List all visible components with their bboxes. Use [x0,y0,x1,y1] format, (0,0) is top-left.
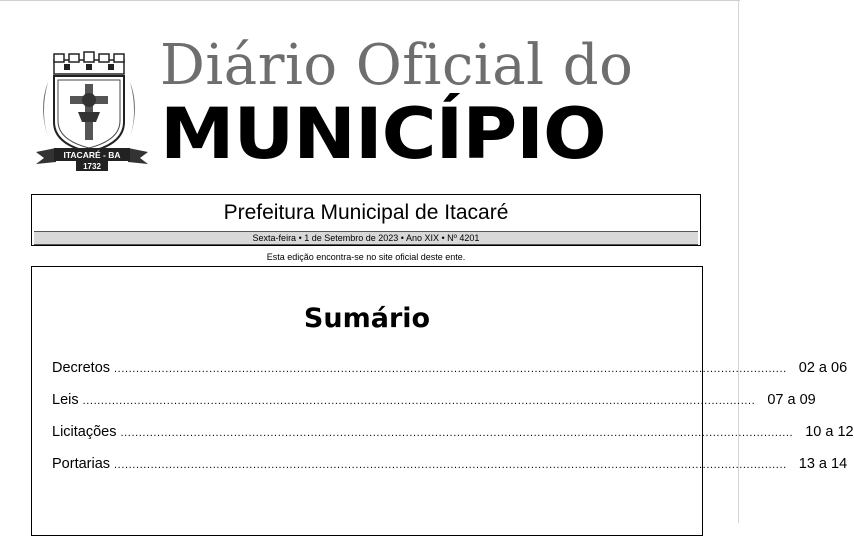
toc-item-pages: 13 a 14 [798,456,848,472]
municipal-crest [34,52,150,172]
page-top-border [0,0,740,1]
coat-of-arms-icon [34,52,150,172]
toc-leader-dots: ........................................................................................................................................................................................ [114,459,787,471]
summary-title: Sumário [303,303,431,334]
toc-item-pages: 07 a 09 [767,392,816,408]
toc-item-licitacoes[interactable] [52,421,854,453]
toc-leader-dots: ........................................................................................................................................................................................ [120,427,794,439]
masthead-title-line2: MUNICÍPIO [160,93,606,175]
toc-leader-dots: ........................................................................................................................................................................................ [82,395,756,407]
toc-item-label: Portarias [52,456,111,472]
summary-box [31,266,854,536]
toc-item-pages: 02 a 06 [798,360,848,376]
crest-year: 1732 [83,162,101,171]
toc-item-label: Leis [52,392,79,408]
toc-item-label: Decretos [52,360,111,376]
crest-ribbon-text: ITACARÉ - BA [63,150,121,160]
page-right-border [738,0,739,523]
toc-item-decretos[interactable] [52,357,848,389]
edition-note: Esta edição encontra-se no site oficial deste ente. [266,252,466,262]
prefeitura-name: Prefeitura Municipal de Itacaré [223,201,509,224]
toc-leader-dots: ........................................................................................................................................................................................ [114,363,787,375]
toc-item-leis[interactable] [52,389,816,421]
toc-item-pages: 10 a 12 [805,424,854,440]
toc-item-portarias[interactable] [52,453,848,485]
toc-item-label: Licitações [52,424,117,440]
edition-line: Sexta-feira • 1 de Setembro de 2023 • Ano XIX • Nº 4201 [34,231,698,245]
edition-header [31,194,701,246]
masthead-title-line1: Diário Oficial do [160,33,634,98]
table-of-contents [52,357,854,485]
